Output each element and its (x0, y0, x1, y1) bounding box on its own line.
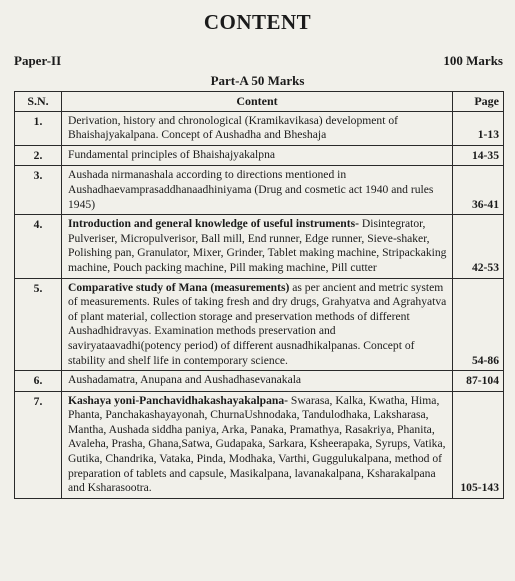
content-table (14, 91, 504, 499)
part-label: Part-A 50 Marks (210, 73, 305, 88)
row-sn: 5. (15, 278, 62, 371)
row-text: Swarasa, Kalka, Kwatha, Hima, Phanta, Panchakashayayonah, ChurnaUshnodaka, Tandulodhaka, Laksharasa, Mantha, Aushada siddha paniya, Arka, Panaka, Pramathya, Rasakriya, Phanita, Avaleha, Prasha, Ghana,Satwa, Gudapaka, Sarkara, Ksheerapaka, Syrups, Vatika, Gutika, Chandrika, Vataka, Pinda, Modhaka, Varthi, Guggulukalpana, method of preparation of tablets and capsule, Masikalpana, lavanakalpana, Ksharakalpana and Ksharasootra. (68, 393, 446, 495)
row-sn: 1. (15, 111, 62, 145)
header-content: Content (62, 92, 453, 112)
header-page: Page (453, 92, 504, 112)
row-page: 42-53 (453, 215, 504, 278)
row-content (62, 391, 453, 498)
row-page: 54-86 (453, 278, 504, 371)
row-content (62, 111, 453, 145)
row-page: 1-13 (453, 111, 504, 145)
table-row (15, 166, 504, 215)
row-page: 14-35 (453, 145, 504, 166)
row-text: Aushadamatra, Anupana and Aushadhasevanakala (68, 373, 302, 387)
row-text: Fundamental principles of Bhaishajyakalpna (68, 147, 276, 161)
row-lead: Comparative study of Mana (measurements) (68, 280, 290, 294)
row-sn: 2. (15, 145, 62, 166)
row-sn: 6. (15, 371, 62, 392)
table-row (15, 111, 504, 145)
row-content (62, 371, 453, 392)
page-title: CONTENT (203, 10, 312, 34)
row-content (62, 145, 453, 166)
total-marks: 100 Marks (443, 53, 503, 68)
table-row (15, 145, 504, 166)
row-lead: Kashaya yoni-Panchavidhakashayakalpana- (68, 393, 289, 407)
table-row (15, 371, 504, 392)
row-page: 87-104 (453, 371, 504, 392)
row-text: as per ancient and metric system of measurements. Rules of taking fresh and dry drugs, Grahyatva and Agrahyatva of plant material, collection storage and preservation methods of different Aushadhidravyas. Examination methods preservation and saviryataavadhi(potency period) of different ausnadhikalpanas. Concept of stability and shelf life in contemporary science. (68, 280, 447, 367)
table-row (15, 391, 504, 498)
row-page: 105-143 (453, 391, 504, 498)
table-row (15, 215, 504, 278)
row-text: Derivation, history and chronological (Kramikavikasa) development of Bhaishajyakalpana. Concept of Aushadha and Bheshaja (68, 113, 398, 142)
row-sn: 4. (15, 215, 62, 278)
row-content (62, 278, 453, 371)
row-page: 36-41 (453, 166, 504, 215)
row-sn: 3. (15, 166, 62, 215)
row-content (62, 215, 453, 278)
header-sn: S.N. (15, 92, 62, 112)
row-content (62, 166, 453, 215)
paper-label: Paper-II (14, 53, 62, 68)
table-header-row (15, 92, 504, 112)
row-text: Disintegrator, Pulveriser, Micropulverisor, Ball mill, End runner, Edge runner, Sieve-shaker, Polishing pan, Granulator, Mixer, Grinder, Tablet making machine, Stripackaking machine, Pouch packing machine, Pill making machine, Pill cutter (68, 217, 447, 274)
row-lead: Introduction and general knowledge of useful instruments- (68, 217, 359, 231)
row-text: Aushada nirmanashala according to directions mentioned in Aushadhaevamprasaddhanaadhiniyama (Drug and cosmetic act 1940 and rules 1945) (68, 168, 434, 211)
table-row (15, 278, 504, 371)
row-sn: 7. (15, 391, 62, 498)
